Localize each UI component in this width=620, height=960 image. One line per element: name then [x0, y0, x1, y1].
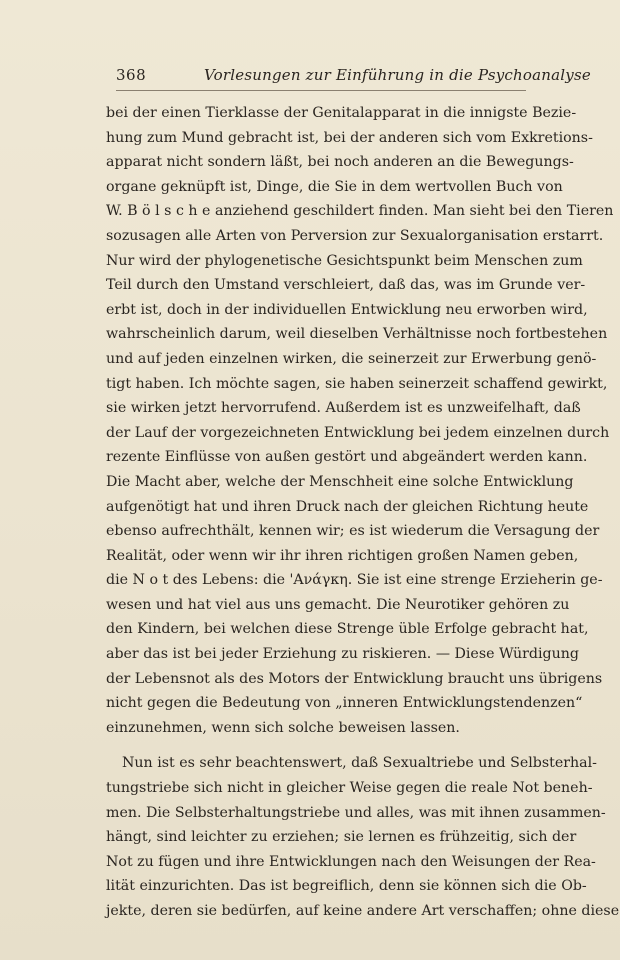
- text-line: den Kindern, bei welchen diese Strenge üble Erfolge gebracht hat,: [106, 621, 589, 638]
- text-line: und auf jeden einzelnen wirken, die seinerzeit zur Erwerbung genö-: [106, 350, 597, 367]
- text-line: aufgenötigt hat und ihren Druck nach der gleichen Richtung heute: [106, 498, 589, 515]
- text-line: einzunehmen, wenn sich solche beweisen lassen.: [106, 719, 460, 736]
- text-line: Die Macht aber, welche der Menschheit eine solche Entwicklung: [106, 473, 574, 490]
- text-line: hung zum Mund gebracht ist, bei der anderen sich vom Exkretions-: [106, 129, 593, 146]
- text-line: Nur wird der phylogenetische Gesichtspunkt beim Menschen zum: [106, 252, 583, 269]
- paragraph-1: [106, 101, 614, 740]
- paragraph-2: [106, 751, 620, 923]
- text-line: ebenso aufrechthält, kennen wir; es ist wiederum die Versagung der: [106, 523, 600, 540]
- text-line: der Lauf der vorgezeichneten Entwicklung bei jedem einzelnen durch: [106, 424, 610, 441]
- text-line: wesen und hat viel aus uns gemacht. Die Neurotiker gehören zu: [106, 596, 570, 613]
- running-head: [116, 66, 591, 90]
- running-title: Vorlesungen zur Einführung in die Psychoanalyse: [204, 66, 591, 84]
- text-line: organe geknüpft ist, Dinge, die Sie in dem wertvollen Buch von: [106, 178, 563, 195]
- text-line: Nun ist es sehr beachtenswert, daß Sexualtriebe und Selbsterhal-: [122, 755, 597, 772]
- text-line: bei der einen Tierklasse der Genitalapparat in die innigste Bezie-: [106, 105, 577, 121]
- text-line: lität einzurichten. Das ist begreiflich, denn sie können sich die Ob-: [106, 878, 587, 895]
- text-line: men. Die Selbsterhaltungstriebe und alles, was mit ihnen zusammen-: [106, 804, 606, 821]
- text-line: jekte, deren sie bedürfen, auf keine andere Art verschaffen; ohne diese: [106, 903, 620, 919]
- body-text: [106, 101, 620, 924]
- text-line: aber das ist bei jeder Erziehung zu riskieren. — Diese Würdigung: [106, 646, 579, 663]
- text-line: der Lebensnot als des Motors der Entwicklung braucht uns übrigens: [106, 670, 603, 687]
- text-line: wahrscheinlich darum, weil dieselben Verhältnisse noch fortbestehen: [106, 326, 608, 343]
- text-line: erbt ist, doch in der individuellen Entwicklung neu erworben wird,: [106, 301, 588, 318]
- text-line: apparat nicht sondern läßt, bei noch anderen an die Bewegungs-: [106, 154, 574, 171]
- header-rule: [116, 90, 526, 91]
- text-line: nicht gegen die Bedeutung von „inneren Entwicklungstendenzen“: [106, 695, 583, 712]
- text-line: Realität, oder wenn wir ihr ihren richtigen großen Namen geben,: [106, 547, 579, 564]
- text-line: Not zu fügen und ihre Entwicklungen nach den Weisungen der Rea-: [106, 853, 596, 870]
- text-line: die N o t des Lebens: die 'Ανάγκη. Sie ist eine strenge Erzieherin ge-: [106, 572, 603, 589]
- text-line: sie wirken jetzt hervorrufend. Außerdem ist es unzweifelhaft, daß: [106, 400, 581, 417]
- page-number: 368: [116, 66, 147, 84]
- text-line: tigt haben. Ich möchte sagen, sie haben seinerzeit schaffend gewirkt,: [106, 375, 608, 392]
- text-line: W. B ö l s c h e anziehend geschildert finden. Man sieht bei den Tieren: [106, 203, 614, 220]
- text-line: sozusagen alle Arten von Perversion zur Sexualorganisation erstarrt.: [106, 227, 604, 244]
- text-line: rezente Einflüsse von außen gestört und abgeändert werden kann.: [106, 449, 588, 466]
- paragraph-gap: [106, 740, 528, 751]
- text-line: tungstriebe sich nicht in gleicher Weise gegen die reale Not beneh-: [106, 780, 593, 797]
- text-line: hängt, sind leichter zu erziehen; sie lernen es frühzeitig, sich der: [106, 829, 577, 846]
- text-line: Teil durch den Umstand verschleiert, daß das, was im Grunde ver-: [106, 277, 586, 294]
